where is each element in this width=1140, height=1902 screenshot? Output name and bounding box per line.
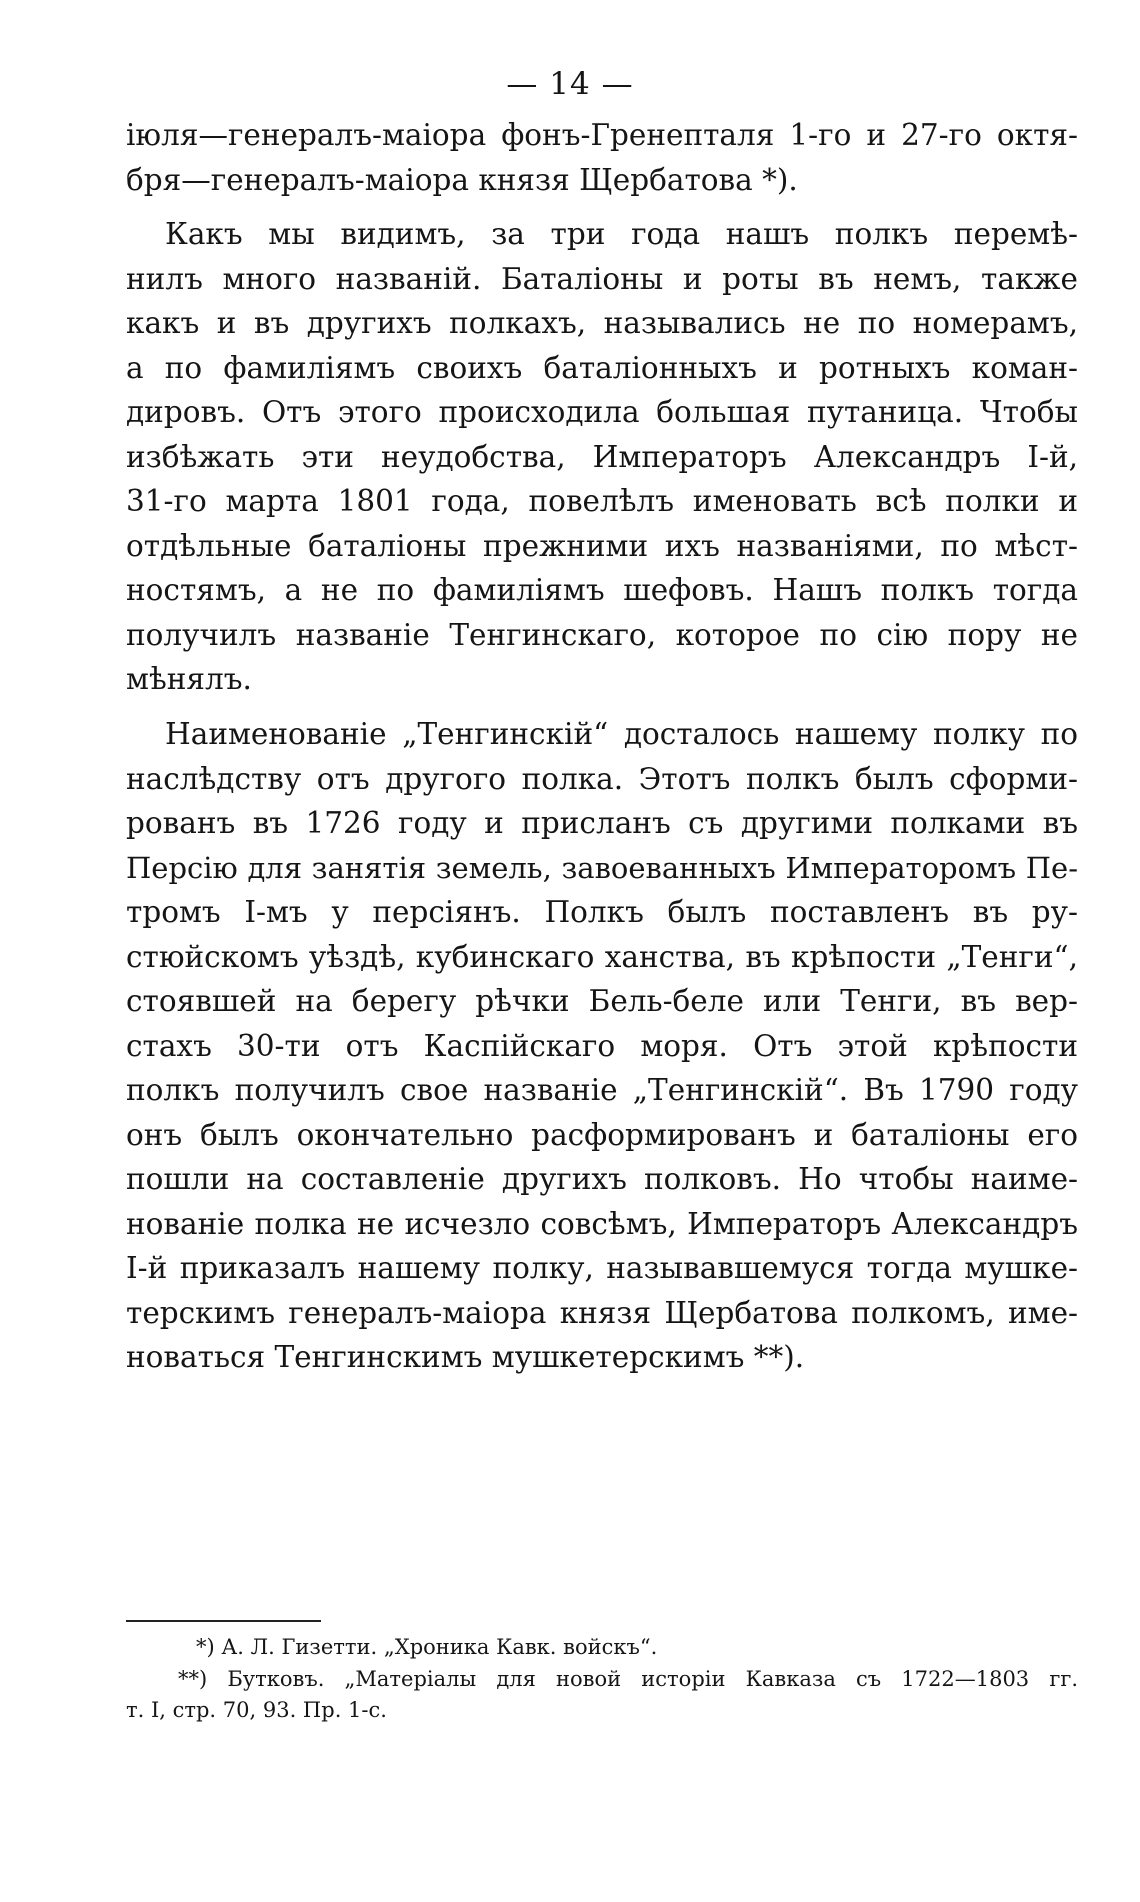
text-line: стюйскомъ уѣздѣ, кубинскаго ханства, въ крѣпости „Тенги“, bbox=[126, 940, 1078, 974]
text-line: полкъ получилъ свое названіе „Тенгинскій“. Въ 1790 году bbox=[126, 1073, 1078, 1107]
text-line: нилъ много названій. Баталіоны и роты въ немъ, также bbox=[126, 262, 1078, 296]
page-number: — 14 — bbox=[506, 66, 634, 102]
footnote: **) Бутковъ. „Матеріалы для новой исторіи Кавказа съ 1722—1803 гг. bbox=[178, 1667, 1078, 1691]
text-line: рованъ въ 1726 году и присланъ съ другими полками въ bbox=[126, 806, 1078, 840]
footnote: т. I, стр. 70, 93. Пр. 1-с. bbox=[126, 1698, 387, 1722]
text-line: 31-го марта 1801 года, повелѣлъ именовать всѣ полки и bbox=[126, 484, 1078, 518]
text-line: іюля—генералъ-маіора фонъ-Гренепталя 1-го и 27-го октя- bbox=[126, 118, 1078, 152]
text-line: дировъ. Отъ этого происходила большая путаница. Чтобы bbox=[126, 395, 1078, 429]
text-line: бря—генералъ-маіора князя Щербатова *). bbox=[126, 163, 798, 197]
text-line: а по фамиліямъ своихъ баталіонныхъ и ротныхъ коман- bbox=[126, 351, 1078, 385]
text-line: тромъ I-мъ у персіянъ. Полкъ былъ поставленъ въ ру- bbox=[126, 895, 1078, 929]
text-line: наслѣдству отъ другого полка. Этотъ полкъ былъ сформи- bbox=[126, 762, 1078, 796]
text-line: пошли на составленіе другихъ полковъ. Но чтобы наиме- bbox=[126, 1162, 1078, 1196]
text-line: терскимъ генералъ-маіора князя Щербатова полкомъ, име- bbox=[126, 1296, 1078, 1330]
text-line: избѣжать эти неудобства, Императоръ Александръ I-й, bbox=[126, 440, 1078, 474]
text-line: получилъ названіе Тенгинскаго, которое по сію пору не bbox=[126, 618, 1078, 652]
text-line: I-й приказалъ нашему полку, называвшемуся тогда мушке- bbox=[126, 1251, 1078, 1285]
text-line: новаться Тенгинскимъ мушкетерскимъ **). bbox=[126, 1340, 805, 1374]
text-line: онъ былъ окончательно расформированъ и баталіоны его bbox=[126, 1118, 1078, 1152]
text-line: мѣнялъ. bbox=[126, 662, 252, 696]
text-line: какъ и въ другихъ полкахъ, назывались не по номерамъ, bbox=[126, 306, 1078, 340]
text-line: нованіе полка не исчезло совсѣмъ, Императоръ Александръ bbox=[126, 1207, 1078, 1241]
text-line: стоявшей на берегу рѣчки Бель-беле или Тенги, въ вер- bbox=[126, 984, 1078, 1018]
footnote: *) А. Л. Гизетти. „Хроника Кавк. войскъ“. bbox=[196, 1635, 658, 1659]
text-line: Какъ мы видимъ, за три года нашъ полкъ перемѣ- bbox=[165, 217, 1078, 251]
footnote-rule bbox=[126, 1620, 321, 1622]
text-line: отдѣльные баталіоны прежними ихъ названіями, по мѣст- bbox=[126, 529, 1078, 563]
text-line: Наименованіе „Тенгинскій“ досталось нашему полку по bbox=[165, 717, 1078, 751]
text-line: ностямъ, а не по фамиліямъ шефовъ. Нашъ полкъ тогда bbox=[126, 573, 1078, 607]
text-line: стахъ 30-ти отъ Каспійскаго моря. Отъ этой крѣпости bbox=[126, 1029, 1078, 1063]
text-line: Персію для занятія земель, завоеванныхъ Императоромъ Пе- bbox=[126, 851, 1078, 885]
